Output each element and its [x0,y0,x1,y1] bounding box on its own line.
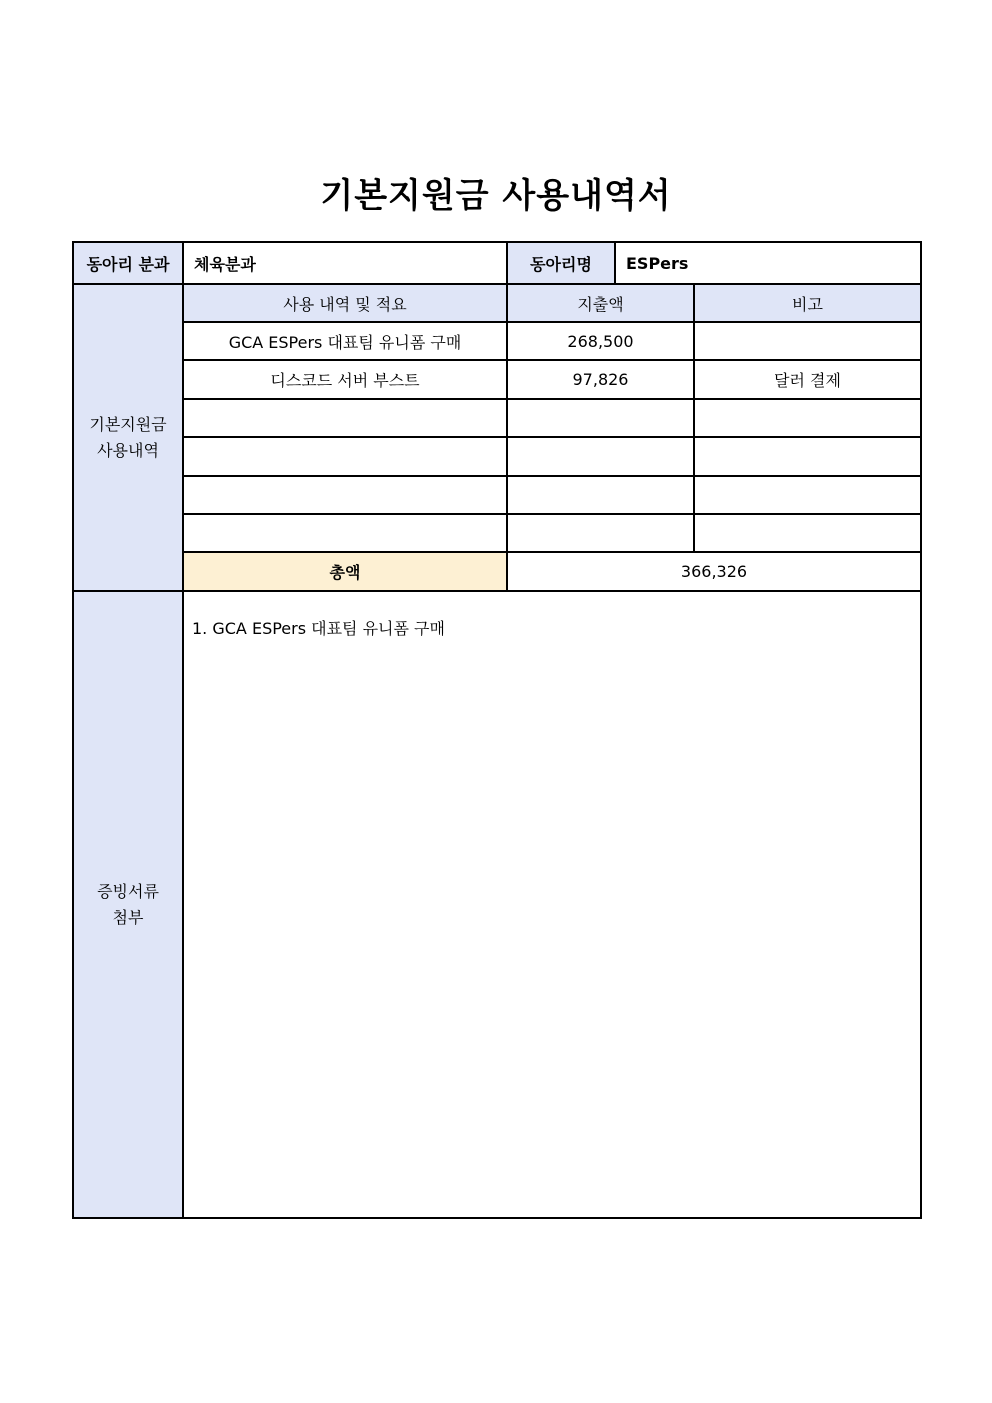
usage-side-label [73,284,183,591]
usage-row-description [183,476,507,514]
attachment-side-label [73,591,183,1218]
usage-row-amount: 268,500 [507,322,694,360]
attachment-content: 1. GCA ESPers 대표팀 유니폼 구매 [192,619,445,638]
header-info-row [73,242,921,284]
club-name-label: 동아리명 [507,242,615,284]
attachment-side-label-line1: 증빙서류 [97,881,159,901]
usage-column-header-row [73,284,921,322]
usage-report-table [72,241,922,1219]
usage-row-description: 디스코드 서버 부스트 [183,360,507,399]
total-row [73,552,921,591]
usage-row-note [694,514,921,552]
attachment-side-label-line2: 첨부 [112,907,144,927]
usage-row-description [183,399,507,437]
usage-row [73,322,921,360]
usage-row-amount: 97,826 [507,360,694,399]
column-header-amount: 지출액 [507,284,694,322]
attachment-row [73,591,921,1218]
document-title: 기본지원금 사용내역서 [320,176,672,216]
usage-side-label-line2: 사용내역 [97,440,159,460]
usage-row-amount [507,514,694,552]
usage-row-description: GCA ESPers 대표팀 유니폼 구매 [183,322,507,360]
usage-side-label-line1: 기본지원금 [89,414,167,434]
usage-row-note [694,322,921,360]
column-header-description: 사용 내역 및 적요 [183,284,507,322]
column-header-note: 비고 [694,284,921,322]
usage-row [73,437,921,476]
club-name-value: ESPers [615,242,921,284]
total-value: 366,326 [507,552,921,591]
division-label: 동아리 분과 [73,242,183,284]
division-value: 체육분과 [183,242,507,284]
usage-row-amount [507,399,694,437]
usage-row-amount [507,476,694,514]
usage-row [73,476,921,514]
usage-row-note [694,399,921,437]
usage-row-description [183,514,507,552]
usage-row-amount [507,437,694,476]
attachment-content-cell [183,591,921,1218]
usage-row [73,514,921,552]
usage-row-description [183,437,507,476]
total-label: 총액 [183,552,507,591]
usage-row-note: 달러 결제 [694,360,921,399]
usage-row [73,399,921,437]
usage-row [73,360,921,399]
usage-row-note [694,437,921,476]
usage-row-note [694,476,921,514]
